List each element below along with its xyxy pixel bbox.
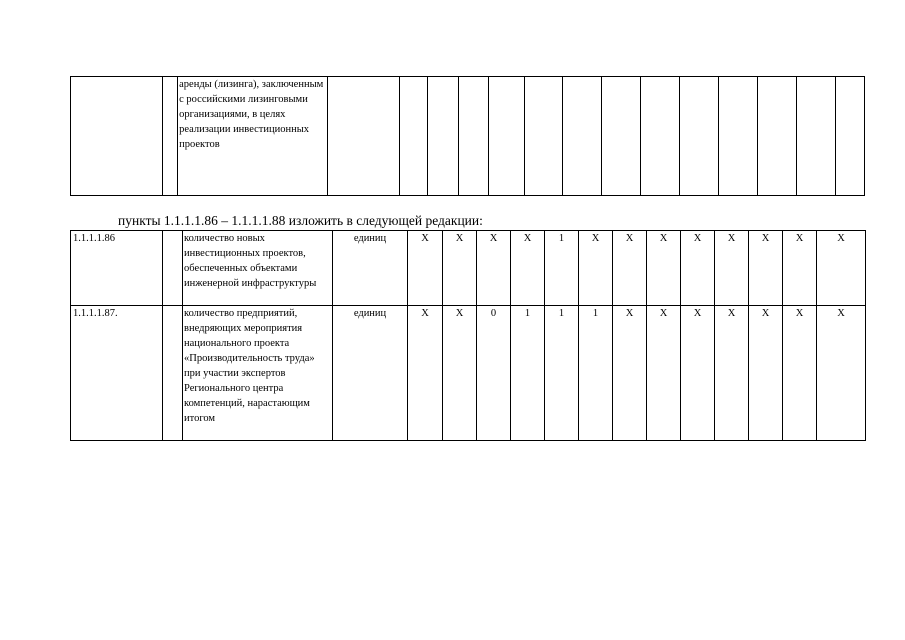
cell-value: Х xyxy=(613,231,647,306)
cell-empty xyxy=(163,231,183,306)
cell-value xyxy=(640,77,679,196)
cell-value: Х xyxy=(613,306,647,441)
cell-unit xyxy=(328,77,400,196)
cell-value: Х xyxy=(408,306,443,441)
cell-value: Х xyxy=(511,231,545,306)
cell-value: Х xyxy=(579,231,613,306)
cell-unit: единиц xyxy=(333,306,408,441)
cell-value xyxy=(428,77,459,196)
cell-description: количество новых инвестиционных проектов, обеспеченных объектами инженерной инфраструктуры xyxy=(183,231,333,306)
table-row xyxy=(71,306,866,441)
cell-empty xyxy=(163,77,178,196)
cell-unit: единиц xyxy=(333,231,408,306)
cell-empty xyxy=(163,306,183,441)
cell-value xyxy=(757,77,796,196)
cell-number: 1.1.1.1.87. xyxy=(71,306,163,441)
cell-value: 0 xyxy=(477,306,511,441)
table-row xyxy=(71,77,865,196)
cell-value: 1 xyxy=(545,231,579,306)
cell-value: 1 xyxy=(545,306,579,441)
cell-value: Х xyxy=(715,306,749,441)
cell-value: Х xyxy=(408,231,443,306)
cell-value xyxy=(459,77,489,196)
cell-value: Х xyxy=(443,231,477,306)
cell-number: 1.1.1.1.86 xyxy=(71,231,163,306)
table-row xyxy=(71,231,866,306)
cell-value: Х xyxy=(681,306,715,441)
cell-value: Х xyxy=(783,231,817,306)
cell-description: количество предприятий, внедряющих мероприятия национального проекта «Производительность труда» при участии экспертов Регионального центра компетенций, нарастающим итогом xyxy=(183,306,333,441)
cell-value: Х xyxy=(681,231,715,306)
cell-value: Х xyxy=(477,231,511,306)
cell-value: 1 xyxy=(511,306,545,441)
cell-value: 1 xyxy=(579,306,613,441)
cell-value xyxy=(601,77,640,196)
cell-value: Х xyxy=(647,306,681,441)
cell-value: Х xyxy=(749,231,783,306)
continuation-table xyxy=(70,76,865,196)
indicators-table xyxy=(70,230,866,441)
cell-value xyxy=(835,77,864,196)
cell-value xyxy=(400,77,428,196)
cell-value xyxy=(718,77,757,196)
cell-value xyxy=(679,77,718,196)
cell-value: Х xyxy=(783,306,817,441)
cell-value xyxy=(562,77,601,196)
cell-value: Х xyxy=(817,306,866,441)
cell-value: Х xyxy=(443,306,477,441)
cell-value: Х xyxy=(749,306,783,441)
cell-value: Х xyxy=(715,231,749,306)
cell-value xyxy=(489,77,524,196)
cell-value xyxy=(796,77,835,196)
amendment-heading: пункты 1.1.1.1.86 – 1.1.1.1.88 изложить в следующей редакции: xyxy=(118,213,483,228)
cell-value: Х xyxy=(817,231,866,306)
cell-value xyxy=(524,77,562,196)
cell-description: аренды (лизинга), заключенным с российскими лизинговыми организациями, в целях реализации инвестиционных проектов xyxy=(178,77,328,196)
cell-number xyxy=(71,77,163,196)
cell-value: Х xyxy=(647,231,681,306)
